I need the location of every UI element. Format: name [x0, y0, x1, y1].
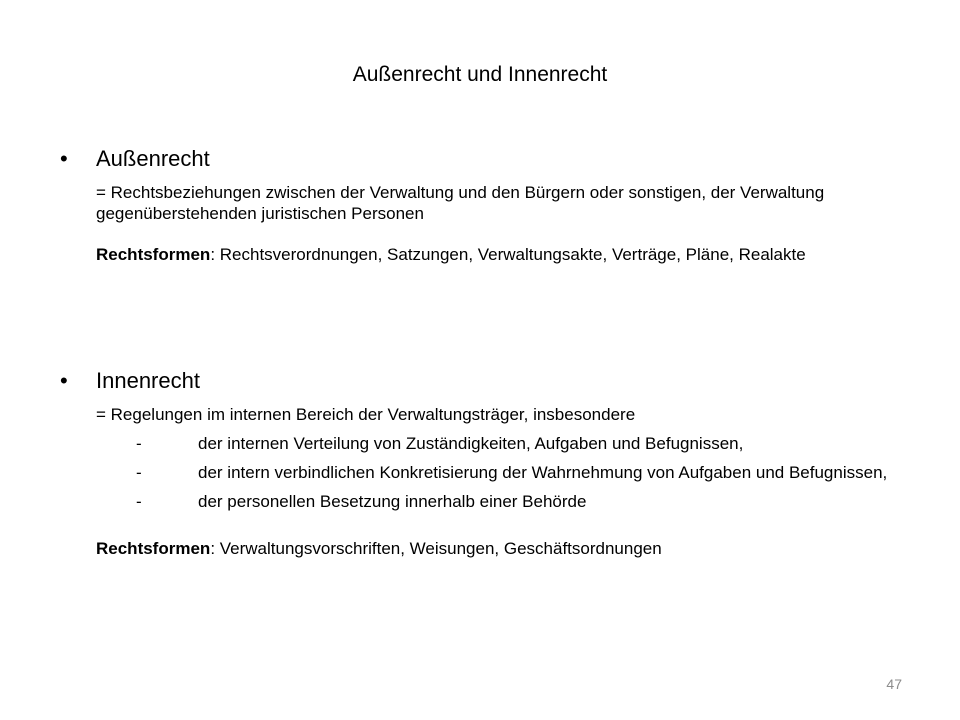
aussenrecht-section	[60, 144, 920, 265]
list-item	[96, 433, 920, 454]
list-item-text: der personellen Besetzung innerhalb einer Behörde	[198, 492, 587, 511]
innenrecht-section	[60, 366, 920, 559]
aussenrecht-forms	[96, 244, 920, 265]
dash-marker: -	[136, 492, 142, 511]
innenrecht-heading: Innenrecht	[96, 368, 200, 393]
slide-title: Außenrecht und Innenrecht	[352, 63, 608, 86]
list-item-text: der internen Verteilung von Zuständigkeiten, Aufgaben und Befugnissen,	[198, 434, 744, 453]
bullet-icon: •	[60, 146, 68, 171]
innenrecht-forms-label: Rechtsformen	[96, 539, 211, 558]
innenrecht-forms-text: : Verwaltungsvorschriften, Weisungen, Geschäftsordnungen	[210, 539, 662, 558]
bullet-icon: •	[60, 368, 68, 393]
list-item	[136, 462, 920, 483]
aussenrecht-forms-label: Rechtsformen	[96, 245, 211, 264]
aussenrecht-bullet-row	[60, 144, 920, 176]
list-item-text: der intern verbindlichen Konkretisierung der Wahrnehmung von Aufgaben und Befugnissen,	[198, 463, 888, 482]
aussenrecht-definition: = Rechtsbeziehungen zwischen der Verwaltung und den Bürgern oder sonstigen, der Verwaltung gegenüberstehenden juristischen Personen	[96, 183, 825, 223]
page-number: 47	[886, 676, 902, 692]
dash-marker: -	[136, 434, 142, 453]
list-item	[136, 491, 920, 512]
innenrecht-forms	[96, 538, 920, 559]
dash-marker: -	[136, 463, 142, 482]
innenrecht-bullet-row	[60, 366, 920, 398]
innenrecht-definition: = Regelungen im internen Bereich der Verwaltungsträger, insbesondere	[96, 405, 636, 424]
aussenrecht-heading: Außenrecht	[96, 146, 210, 171]
aussenrecht-forms-text: : Rechtsverordnungen, Satzungen, Verwaltungsakte, Verträge, Pläne, Realakte	[210, 245, 806, 264]
